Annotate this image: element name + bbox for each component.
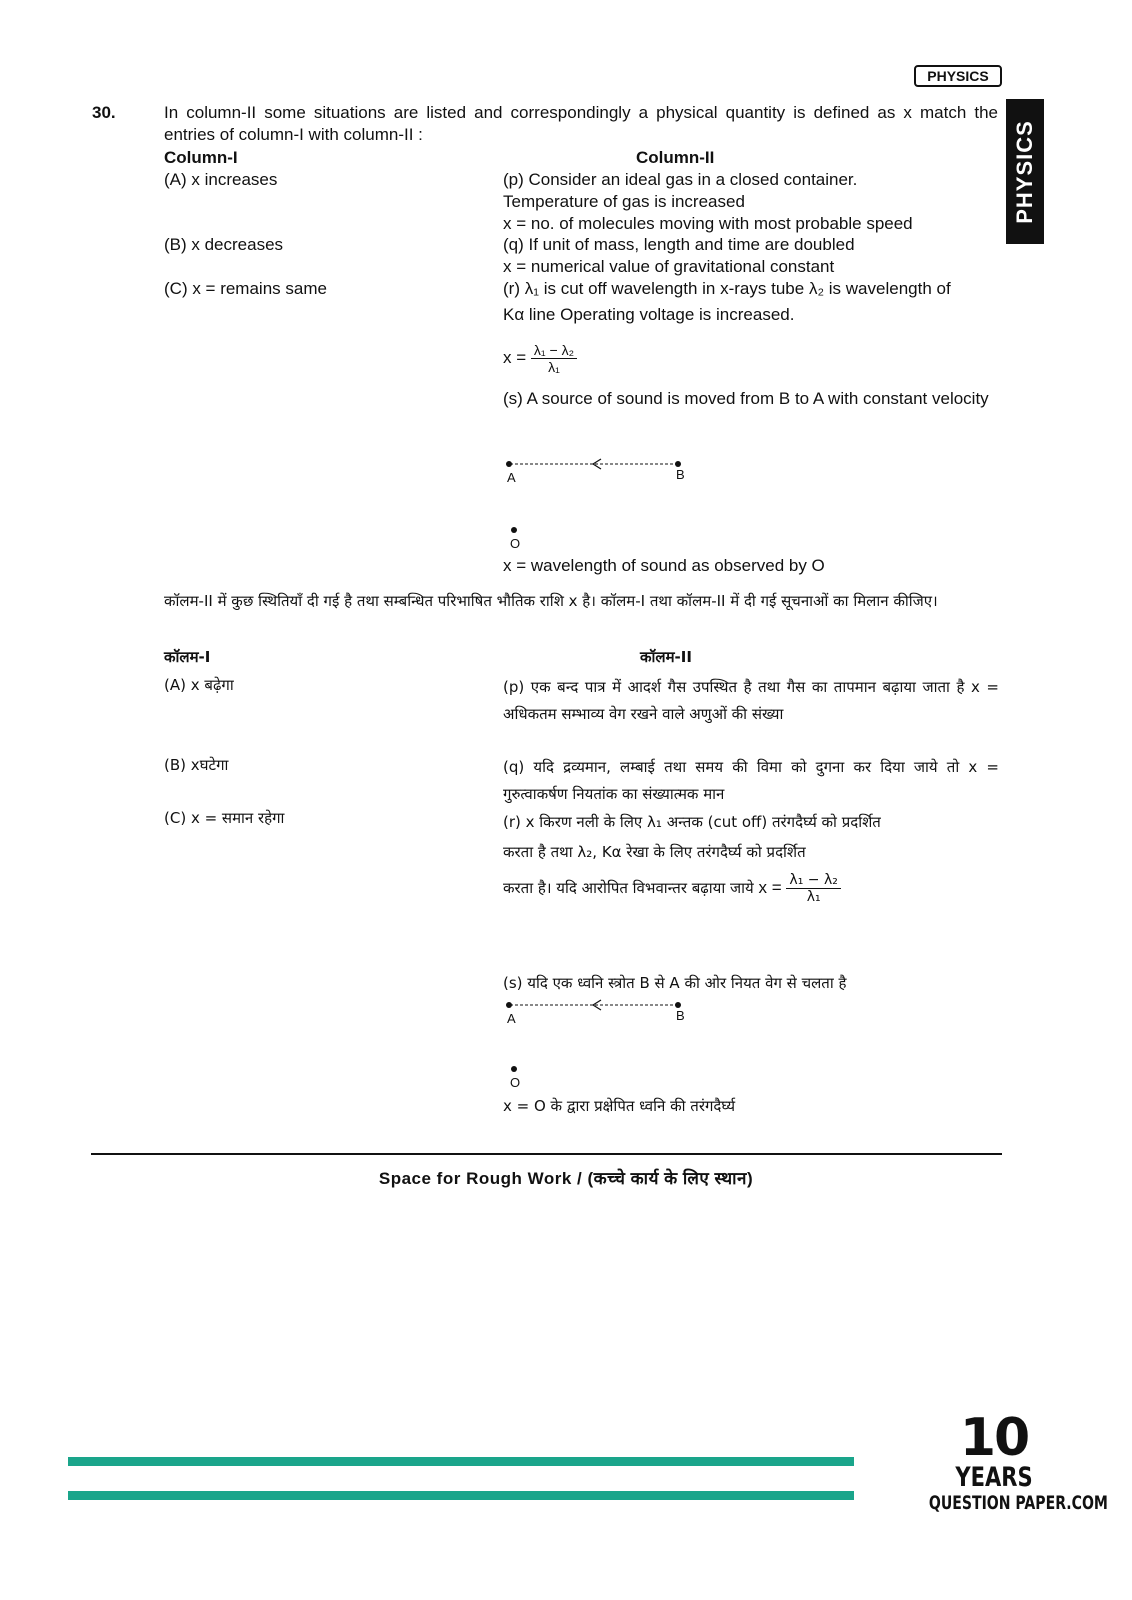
fraction-numerator: λ₁ − λ₂ [531, 342, 577, 359]
hindi-r-line2: करता है तथा λ₂, Kα रेखा के लिए तरंगदैर्घ्य को प्रदर्शित [503, 843, 806, 861]
lambda1-symbol: λ₁ [647, 813, 662, 831]
subject-badge: PHYSICS [914, 65, 1002, 87]
k-alpha-symbol: Kα [601, 843, 622, 861]
point-a-label: A [507, 470, 516, 485]
option-a: (A) x increases [164, 170, 278, 189]
side-tab-label: PHYSICS [1012, 119, 1037, 224]
hindi-option-a: (A) x बढ़ेगा [164, 676, 234, 694]
k-alpha-symbol: Kα [503, 305, 525, 324]
formula-x [503, 342, 577, 375]
hindi-statement-s: (s) यदि एक ध्वनि स्त्रोत B से A की ओर नियत वेग से चलता है [503, 974, 847, 992]
fraction [786, 872, 840, 905]
statement-p-line: (p) Consider an ideal gas in a closed container. [503, 170, 858, 189]
fraction-numerator: λ₁ − λ₂ [786, 872, 840, 889]
statement-s-x: x = wavelength of sound as observed by O [503, 556, 825, 575]
footer-stripe-bottom [68, 1491, 854, 1500]
rough-work-label: Space for Rough Work / (कच्चे कार्य के लिए स्थान) [378, 1169, 754, 1188]
hindi-sound-source-diagram [500, 997, 700, 1092]
point-a-dot [506, 1002, 512, 1008]
hindi-r-text1: अन्तक (cut off) तरंगदैर्घ्य को प्रदर्शित [666, 813, 881, 831]
point-b-label: B [676, 1008, 685, 1023]
hindi-r-line3-text: करता है। यदि आरोपित विभवान्तर बढ़ाया जाये [503, 879, 754, 897]
hindi-statement-r [503, 807, 1003, 867]
hindi-r-prefix: (r) x किरण नली के लिए [503, 813, 643, 831]
statement-r-line2 [503, 304, 1003, 326]
fraction-denominator: λ₁ [548, 359, 560, 375]
r-text2: is wavelength of [828, 279, 951, 298]
statement-r-line1 [503, 278, 1003, 300]
hindi-r-line3 [503, 872, 841, 905]
hindi-statement-s-x: x = O के द्वारा प्रक्षेपित ध्वनि की तरंगदैर्घ्य [503, 1097, 736, 1115]
r-prefix: (r) [503, 279, 520, 298]
fraction [531, 342, 577, 375]
hindi-statement-q: (q) यदि द्रव्यमान, लम्बाई तथा समय की विमा को दुगना कर दिया जाये तो x = गुरुत्वाकर्षण नियतांक का संख्यात्मक मान [503, 758, 999, 803]
footer-stripe-top [68, 1457, 854, 1466]
lambda2-symbol: λ₂ [577, 843, 593, 861]
option-b: (B) x decreases [164, 235, 284, 254]
lambda2-symbol: λ₂ [808, 279, 825, 298]
site-logo [906, 1408, 1108, 1514]
logo-years: YEARS [955, 1462, 1033, 1493]
observer-label: O [510, 536, 521, 551]
logo-site: QUESTION PAPER.COM [928, 1492, 1108, 1514]
question-number: 30. [92, 103, 116, 122]
column1-heading: Column-I [164, 148, 238, 167]
observer-dot [511, 1066, 517, 1072]
point-a-dot [506, 461, 512, 467]
hindi-r-line1 [503, 807, 1003, 837]
side-tab [1006, 99, 1044, 244]
question-intro: In column-II some situations are listed and correspondingly a physical quantity is defined as x match the entries of column-I with column-II : [164, 103, 998, 144]
hindi-intro: कॉलम-II में कुछ स्थितियाँ दी गई है तथा सम्बन्धित परिभाषित भौतिक राशि x है। कॉलम-I तथा कॉलम-II में दी गई सूचनाओं का मिलान कीजिए। [164, 592, 938, 610]
point-a-label: A [507, 1011, 516, 1026]
statement-p-line: x = no. of molecules moving with most probable speed [503, 214, 913, 233]
point-b-label: B [676, 467, 685, 482]
statement-s: (s) A source of sound is moved from B to A with constant velocity [503, 389, 989, 408]
statement-q-line: x = numerical value of gravitational constant [503, 257, 835, 276]
rough-work-divider [91, 1153, 1002, 1155]
hindi-r-line2b: रेखा के लिए तरंगदैर्घ्य को प्रदर्शित [626, 843, 806, 861]
statement-q-line: (q) If unit of mass, length and time are doubled [503, 235, 855, 254]
hindi-column2-heading: कॉलम-II [640, 648, 692, 666]
r-line2: line Operating voltage is increased. [528, 305, 795, 324]
observer-dot [511, 527, 517, 533]
observer-label: O [510, 1075, 521, 1090]
lambda1-symbol: λ₁ [524, 279, 539, 298]
hindi-column1-heading: कॉलम-I [164, 648, 211, 666]
x-equals: x = [503, 347, 527, 367]
logo-number: 10 [959, 1408, 1029, 1468]
option-c: (C) x = remains same [164, 279, 327, 298]
hindi-option-b: (B) xघटेगा [164, 756, 229, 774]
statement-q [503, 234, 1003, 278]
hindi-statement-p: (p) एक बन्द पात्र में आदर्श गैस उपस्थित है तथा गैस का तापमान बढ़ाया जाता है x = अधिकतम सम्भाव्य वेग रखने वाले अणुओं की संख्या [503, 678, 999, 723]
x-equals: x = [758, 878, 782, 897]
statement-p-line: Temperature of gas is increased [503, 192, 745, 211]
hindi-option-c: (C) x = समान रहेगा [164, 809, 285, 827]
fraction-denominator: λ₁ [806, 889, 821, 905]
sound-source-diagram [500, 455, 700, 555]
r-text1: is cut off wavelength in x-rays tube [543, 279, 805, 298]
hindi-r-line2a: करता है तथा [503, 843, 573, 861]
statement-r [503, 278, 1003, 326]
column2-heading: Column-II [636, 148, 715, 167]
statement-p [503, 169, 1003, 235]
